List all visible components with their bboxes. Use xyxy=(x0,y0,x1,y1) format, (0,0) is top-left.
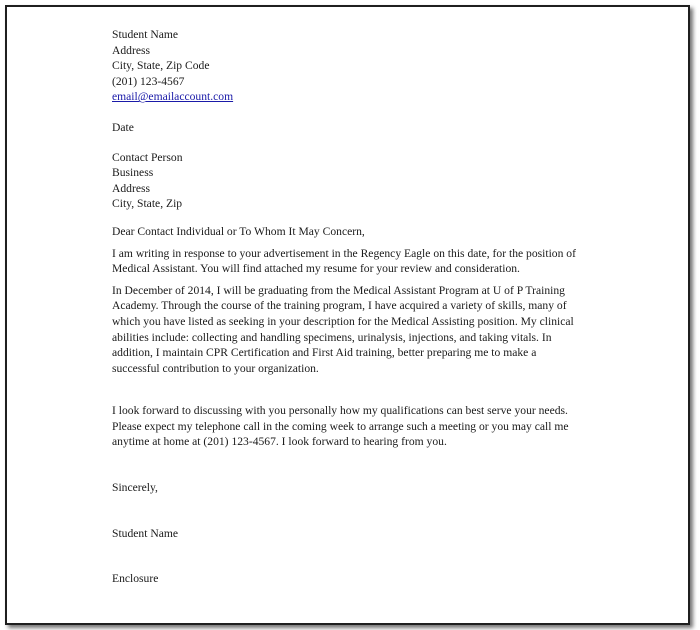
paragraph-line: which you have listed as seeking in your description for the Medical Assisting position. My clinical xyxy=(112,314,574,328)
sender-phone: (201) 123-4567 xyxy=(112,74,185,88)
enclosure-note: Enclosure xyxy=(112,572,159,586)
paragraph-3 xyxy=(112,403,590,450)
paragraph-line: I look forward to discussing with you personally how my qualifications can best serve your needs. xyxy=(112,404,568,418)
recipient-address: Address xyxy=(112,181,150,195)
recipient-business: Business xyxy=(112,166,154,180)
sender-address: Address xyxy=(112,43,150,57)
salutation: Dear Contact Individual or To Whom It May Concern, xyxy=(112,224,365,238)
paragraph-line: I am writing in response to your advertisement in the Regency Eagle on this date, for the position of xyxy=(112,246,576,260)
paragraph-line: anytime at home at (201) 123-4567. I look forward to hearing from you. xyxy=(112,435,447,449)
paragraph-line: successful contribution to your organization. xyxy=(112,361,319,375)
paragraph-line: Please expect my telephone call in the coming week to arrange such a meeting or you may call me xyxy=(112,419,569,433)
paragraph-2 xyxy=(112,283,590,377)
sender-email-link[interactable]: email@emailaccount.com xyxy=(112,90,234,104)
closing: Sincerely, xyxy=(112,481,158,495)
paragraph-1 xyxy=(112,246,590,277)
cover-letter xyxy=(112,27,590,587)
sender-block xyxy=(112,27,590,105)
paragraph-line: addition, I maintain CPR Certification and First Aid training, better preparing me to make a xyxy=(112,346,537,360)
recipient-city-state-zip: City, State, Zip xyxy=(112,197,183,211)
sender-name: Student Name xyxy=(112,28,179,41)
paragraph-line: Medical Assistant. You will find attached my resume for your review and consideration. xyxy=(112,262,520,276)
recipient-block xyxy=(112,150,590,212)
paragraph-line: Academy. Through the course of the training program, I have acquired a variety of skills, many of xyxy=(112,299,567,313)
paragraph-line: In December of 2014, I will be graduating from the Medical Assistant Program at U of P Training xyxy=(112,283,565,297)
signature-name: Student Name xyxy=(112,526,179,540)
sender-city-state-zip: City, State, Zip Code xyxy=(112,59,210,73)
paragraph-line: abilities include: collecting and handling specimens, urinalysis, injections, and taking vitals. In xyxy=(112,330,552,344)
recipient-contact: Contact Person xyxy=(112,150,183,164)
letter-date: Date xyxy=(112,120,134,134)
